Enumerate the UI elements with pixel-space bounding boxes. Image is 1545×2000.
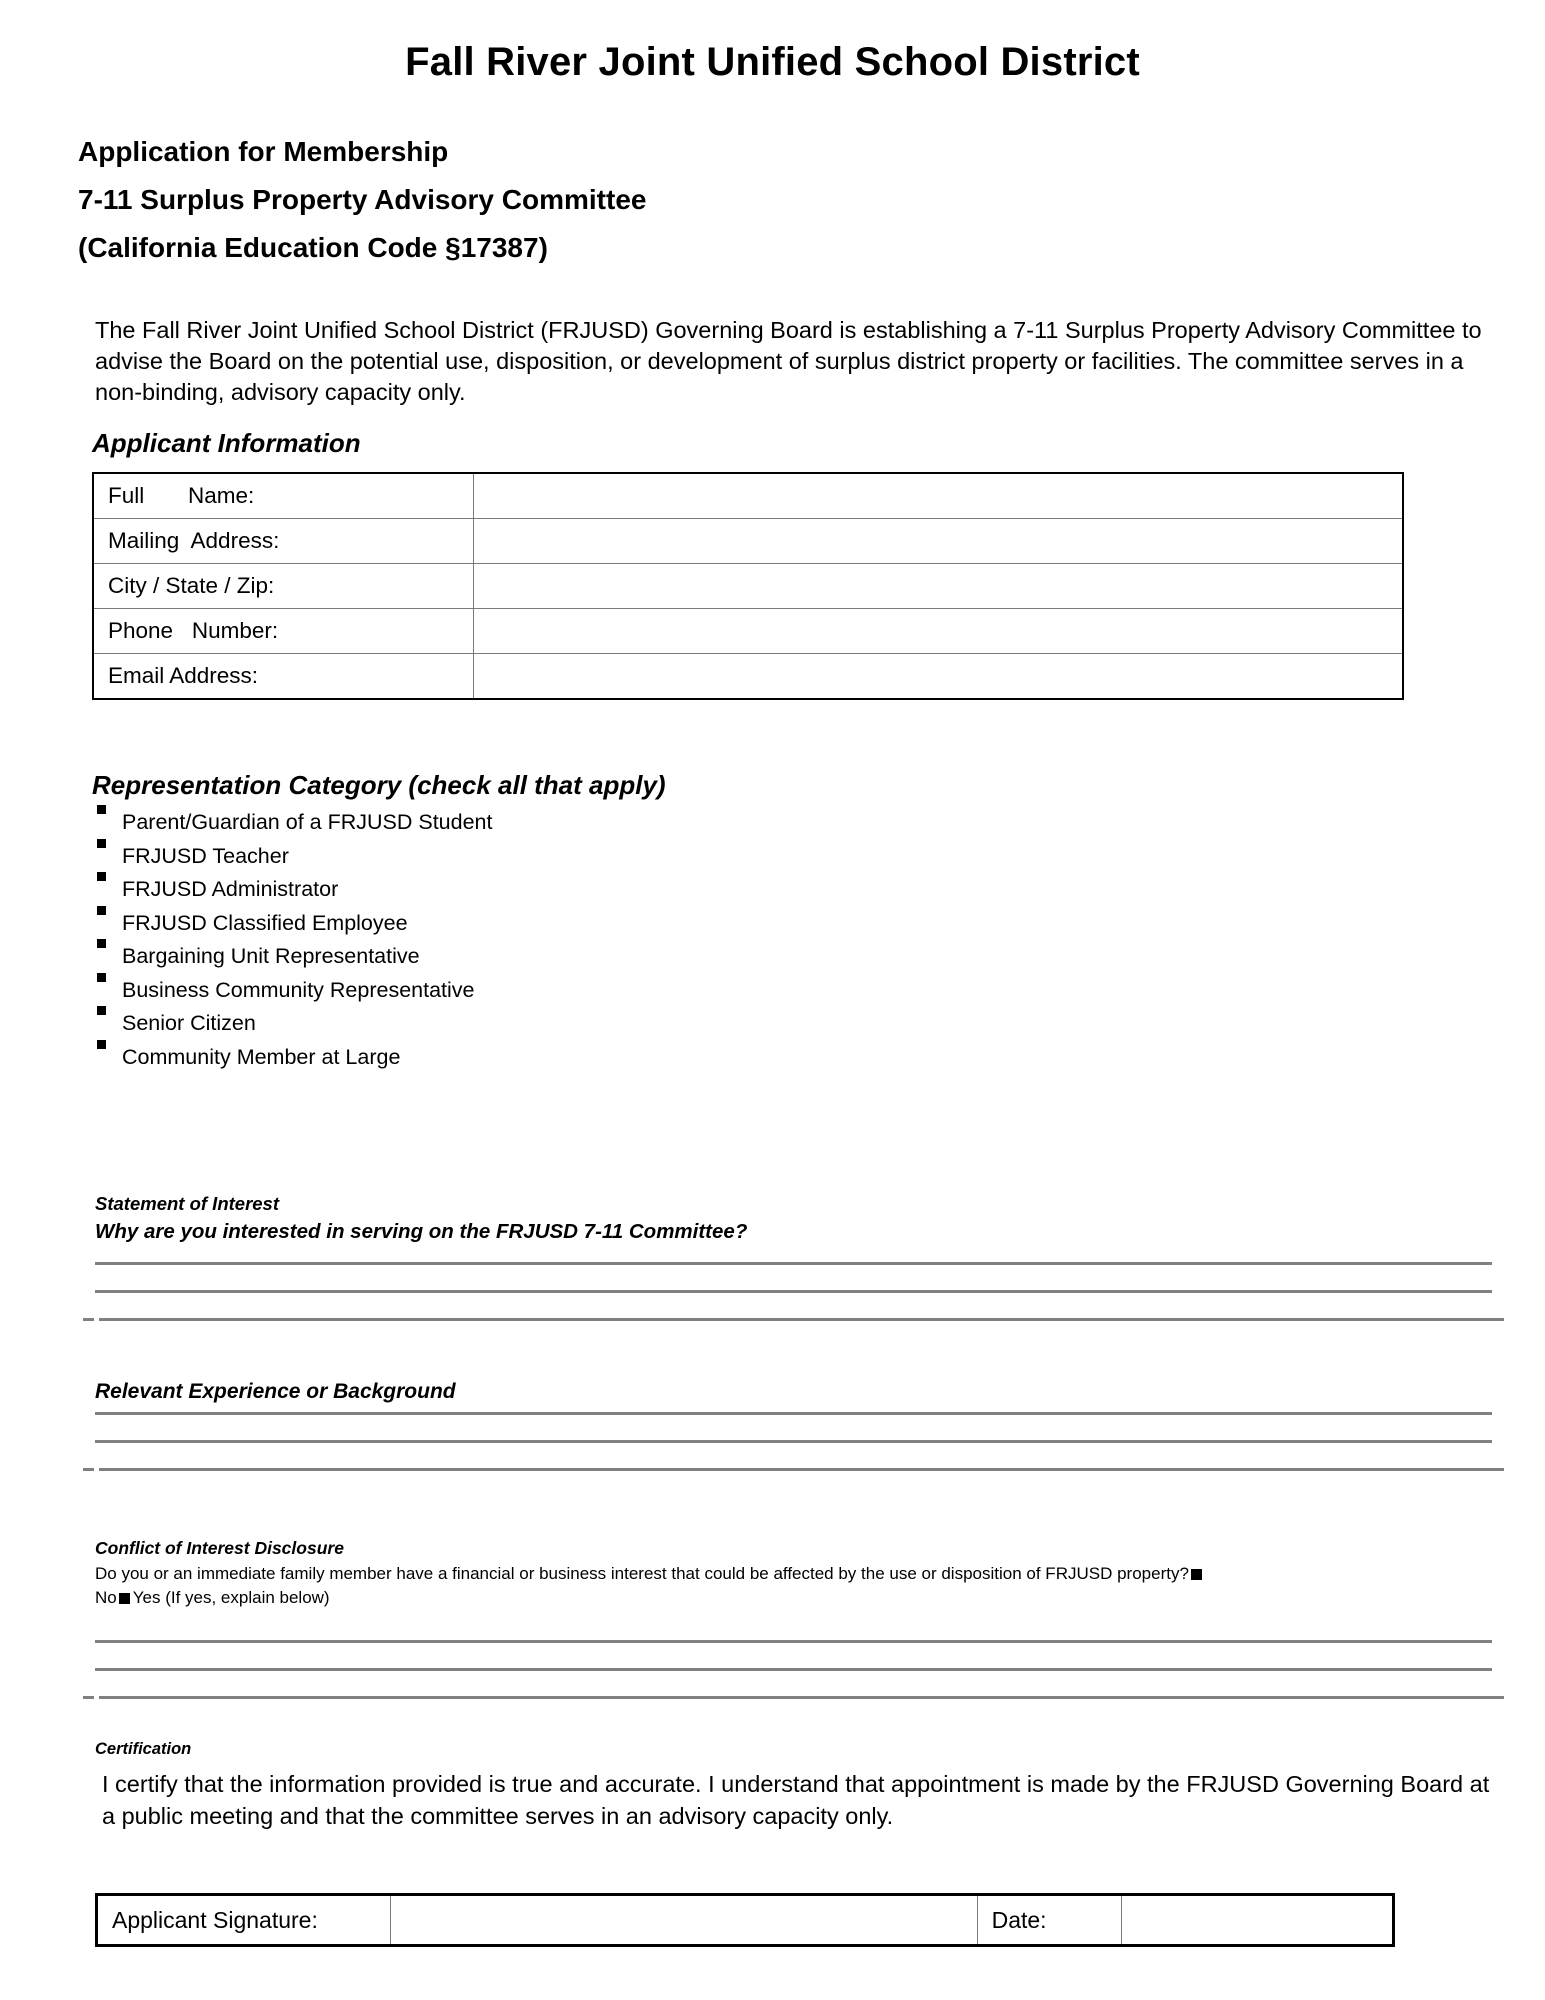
table-row [93, 473, 1403, 519]
list-item-label: Bargaining Unit Representative [122, 944, 420, 968]
table-row [93, 564, 1403, 609]
phone-number-label: Phone Number: [93, 609, 473, 654]
subtitle-line-2: 7-11 Surplus Property Advisory Committee [78, 184, 647, 215]
answer-line[interactable] [83, 1696, 1492, 1724]
list-item-label: FRJUSD Classified Employee [122, 910, 408, 935]
answer-line[interactable] [95, 1668, 1492, 1696]
applicant-signature-field[interactable] [390, 1895, 977, 1946]
answer-line[interactable] [83, 1468, 1492, 1496]
city-state-zip-label: City / State / Zip: [93, 564, 473, 609]
conflict-of-interest-answer-area [95, 1640, 1492, 1724]
conflict-option-yes-label: Yes (If yes, explain below) [132, 1588, 330, 1607]
answer-line[interactable] [95, 1290, 1492, 1318]
full-name-field[interactable] [473, 473, 1403, 519]
checkbox-option-teacher[interactable] [92, 840, 992, 874]
answer-line[interactable] [95, 1440, 1492, 1468]
checkbox-icon-no[interactable] [1191, 1569, 1202, 1580]
subtitle-line-3: (California Education Code §17387) [78, 232, 548, 263]
list-item-label: FRJUSD Teacher [122, 843, 289, 868]
answer-line[interactable] [95, 1640, 1492, 1668]
checkbox-icon[interactable] [97, 839, 106, 848]
statement-of-interest-question: Why are you interested in serving on the FRJUSD 7-11 Committee? [95, 1220, 748, 1243]
checkbox-option-business-community[interactable] [92, 974, 992, 1008]
checkbox-option-senior-citizen[interactable] [92, 1007, 992, 1041]
statement-of-interest-heading: Statement of Interest [95, 1193, 280, 1214]
date-label: Date: [977, 1895, 1121, 1946]
list-item-label: Senior Citizen [122, 1011, 256, 1035]
checkbox-option-bargaining-unit[interactable] [92, 940, 992, 974]
applicant-information-heading: Applicant Information [92, 428, 361, 458]
full-name-label: Full Name: [93, 473, 473, 519]
table-row [93, 654, 1403, 700]
subtitle-line-1: Application for Membership [78, 136, 449, 167]
checkbox-option-parent-guardian[interactable] [92, 806, 992, 840]
answer-line[interactable] [95, 1262, 1492, 1290]
checkbox-icon[interactable] [97, 939, 106, 948]
document-subtitle-block [78, 128, 1378, 272]
checkbox-icon-yes[interactable] [119, 1593, 130, 1604]
conflict-question-text: Do you or an immediate family member have a financial or business interest that could be affected by the use or disposition of FRJUSD property? [95, 1564, 1189, 1583]
date-field[interactable] [1121, 1895, 1393, 1946]
signature-table [95, 1893, 1395, 1947]
relevant-experience-answer-area [95, 1412, 1492, 1496]
conflict-of-interest-heading: Conflict of Interest Disclosure [95, 1538, 344, 1558]
checkbox-icon[interactable] [97, 872, 106, 881]
representation-category-list [92, 806, 992, 1074]
checkbox-icon[interactable] [97, 973, 106, 982]
certification-text: I certify that the information provided is true and accurate. I understand that appointment is made by the FRJUSD Governing Board at a public meeting and that the committee serves in an advisory capacity only. [102, 1771, 1490, 1829]
table-row [93, 609, 1403, 654]
table-row [97, 1895, 1394, 1946]
checkbox-icon[interactable] [97, 1040, 106, 1049]
checkbox-option-administrator[interactable] [92, 873, 992, 907]
conflict-option-no-label: No [95, 1588, 117, 1607]
answer-line[interactable] [95, 1412, 1492, 1440]
checkbox-icon[interactable] [97, 1006, 106, 1015]
answer-line[interactable] [83, 1318, 1492, 1346]
email-address-label: Email Address: [93, 654, 473, 700]
list-item-label: Community Member at Large [122, 1044, 401, 1069]
intro-paragraph: The Fall River Joint Unified School District (FRJUSD) Governing Board is establishing a 7-11 Surplus Property Advisory Committee to advise the Board on the potential use, disposition, or development of surplus district property or facilities. The committee serves in a non-binding, advisory capacity only. [95, 317, 1482, 405]
certification-heading: Certification [95, 1740, 192, 1758]
table-row [93, 519, 1403, 564]
checkbox-option-classified-employee[interactable] [92, 907, 992, 941]
phone-number-field[interactable] [473, 609, 1403, 654]
email-address-field[interactable] [473, 654, 1403, 700]
city-state-zip-field[interactable] [473, 564, 1403, 609]
checkbox-option-community-member[interactable] [92, 1041, 992, 1075]
applicant-signature-label: Applicant Signature: [97, 1895, 391, 1946]
statement-of-interest-answer-area [95, 1262, 1492, 1346]
checkbox-icon[interactable] [97, 906, 106, 915]
checkbox-icon[interactable] [97, 805, 106, 814]
mailing-address-field[interactable] [473, 519, 1403, 564]
mailing-address-label: Mailing Address: [93, 519, 473, 564]
list-item-label: Parent/Guardian of a FRJUSD Student [122, 810, 493, 834]
list-item-label: Business Community Representative [122, 977, 475, 1002]
representation-category-heading: Representation Category (check all that apply) [92, 770, 666, 800]
list-item-label: FRJUSD Administrator [122, 877, 339, 901]
conflict-of-interest-question [95, 1562, 1215, 1610]
applicant-information-table [92, 472, 1404, 700]
relevant-experience-heading: Relevant Experience or Background [95, 1380, 456, 1403]
page-title: Fall River Joint Unified School District [405, 40, 1140, 84]
